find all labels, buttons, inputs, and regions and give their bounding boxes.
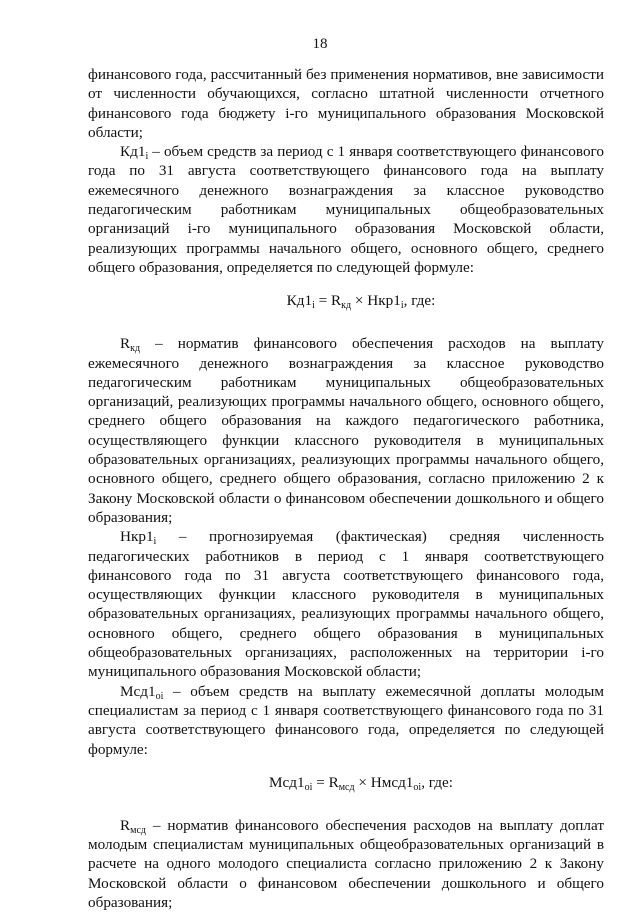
formula-kd1: $Кд1_i = R_{кд} \times Нкр1_i$, где: — [286, 292, 436, 312]
definition-rmsd-text: – норматив финансового обеспечения расходов на выплату доплат молодым специалистам муниципальных общеобразовательных организаций в расчете на одного молодого специалиста согласно приложению 2 к Закону Московской области о финансовом обеспечении дошкольного и общего образования; — [88, 816, 604, 911]
definition-nkr — [88, 527, 604, 681]
term-rmsd: $R_{мсд}$ — [120, 816, 146, 836]
definition-rmsd — [88, 816, 604, 912]
term-rkd: $R_{кд}$ — [120, 335, 141, 355]
definition-rkd — [88, 334, 604, 527]
definition-msd — [88, 682, 604, 759]
definition-rkd-text: – норматив финансового обеспечения расходов на выплату ежемесячного денежного вознаграждения за классное руководство педагогическим работникам муниципальных общеобразовательных организаций, реализующих программы начального общего, основного общего, среднего общего образования на каждого педагогического работника, осуществляющего функции классного руководителя в муниципальных образовательных организациях, реализующих программы начального общего, основного общего, среднего общего образования, согласно приложению 2 к Закону Московской области о финансовом обеспечении дошкольного и общего образования; — [88, 335, 604, 526]
term-kd1: $Кд1_i$ — [120, 143, 149, 163]
definition-msd-text: – объем средств на выплату ежемесячной доплаты молодым специалистам за период с 1 января соответствующего финансового года по 31 августа соответствующего финансового года, определяется по следующей формуле: — [88, 682, 604, 758]
definition-nkr-text: – прогнозируемая (фактическая) средняя численность педагогических работников в период с 1 января соответствующего финансового года по 31 августа соответствующего финансового года, осуществляющих функции классного руководителя в муниципальных образовательных организациях, реализующих программы начального общего, основного общего, среднего общего образования в муниципальных общеобразовательных организациях, расположенных на территории i-го муниципального образования Московской области; — [88, 528, 604, 681]
document-body — [88, 65, 604, 912]
page-number: 18 — [312, 36, 328, 52]
definition-kd1 — [88, 142, 604, 277]
formula-msd: $Мсд1_{оi} = R_{мсд}$ × $Нмсд1_{оi}$, где: — [269, 773, 453, 793]
term-nkr: $Нкр1_i$ — [120, 528, 157, 548]
paragraph-continuation: финансового года, рассчитанный без применения нормативов, вне зависимости от численности обучающихся, согласно штатной численности отчетного финансового года бюджету i-го муниципального образования Московской области; — [88, 66, 604, 141]
term-msd: $Мсд1_{оi}$ — [120, 682, 164, 702]
definition-kd1-text: – объем средств за период с 1 января соответствующего финансового года по 31 августа соответствующего финансового года на выплату ежемесячного денежного вознаграждения за классное руководство педагогическим работникам муниципальных общеобразовательных организаций i-го муниципального образования Московской области, реализующих программы начального общего, основного общего, среднего общего образования, определяется по следующей формуле: — [88, 143, 604, 276]
